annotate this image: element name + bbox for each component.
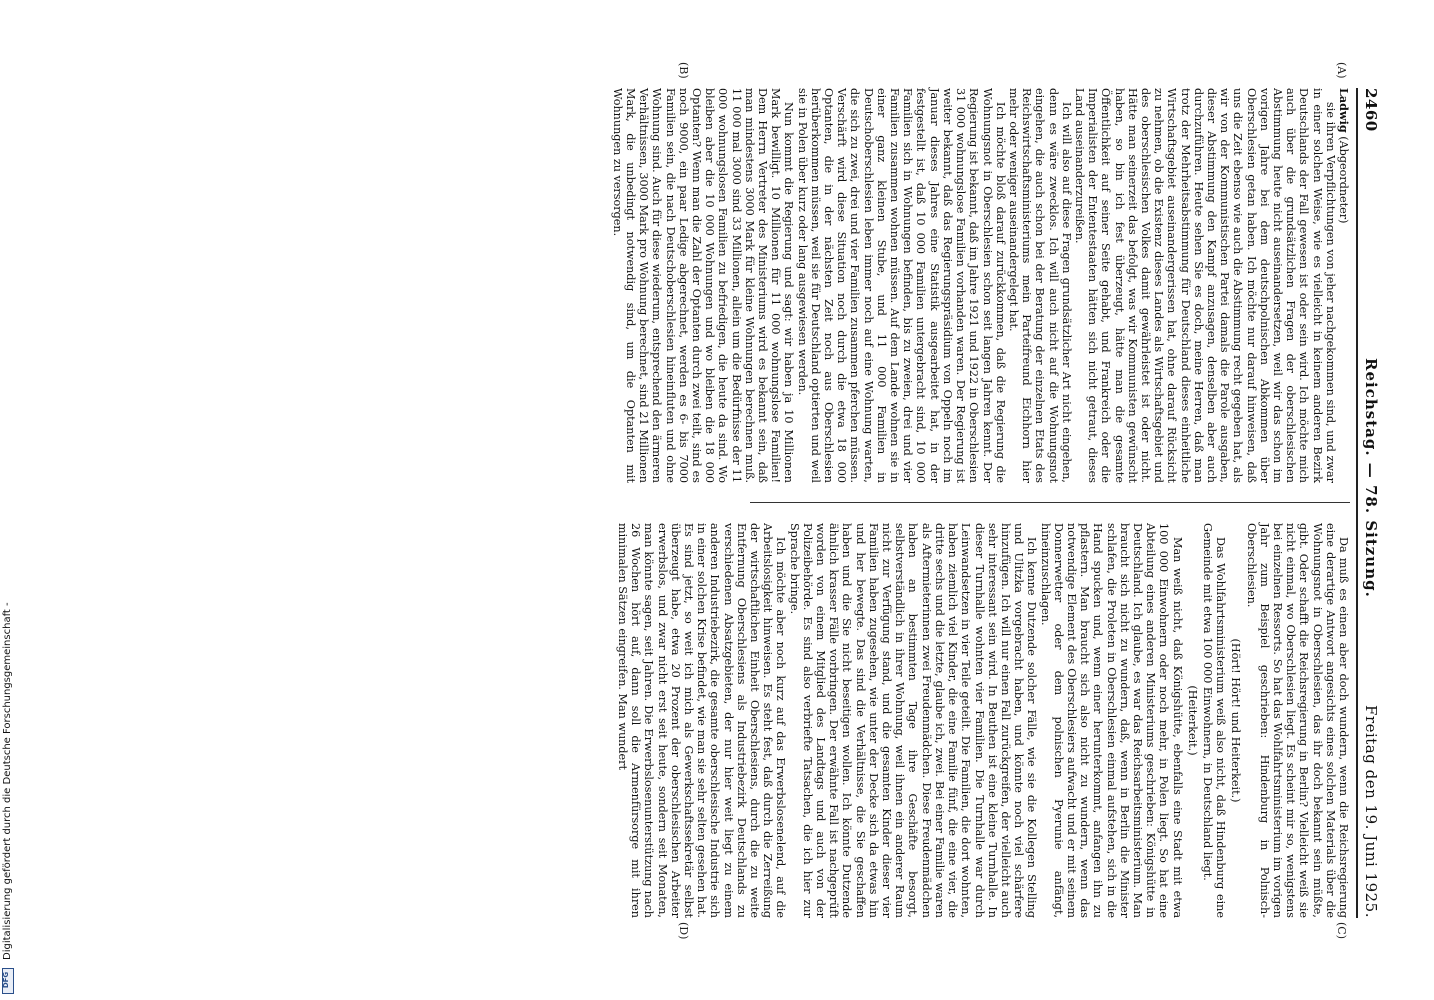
- right-paragraph-1: Da muß es einen aber doch wundern, wenn die Reichsregierung eine derartige Antwort angesichts eines solchen Materials über die Wohnungsnot in Oberschlesien, das ihr doch bekannt sein müßte, gibt. Oder schafft die Reichsregierung in Berlin? Vielleicht weiß sie nicht einmal, wo Oberschlesien liegt. Es scheint mir so, wenigstens bei einzelnen Ressorts. So hat das Wohlfahrtsministerium im vorigen Jahr zum Beispiel geschrieben: Hindenburg in Polnisch-Oberschlesien.: [1244, 523, 1350, 918]
- margin-mark-d: (D): [677, 922, 690, 940]
- gutter: [0, 0, 16, 1000]
- dfg-logo-text: DFG: [2, 971, 11, 989]
- header-rule: [1356, 88, 1358, 918]
- funding-note: Digitalisierung gefördert durch die Deutsche Forschungsgemeinschaft -: [2, 602, 13, 960]
- page-date: Freitag den 19. Juni 1925.: [1362, 705, 1380, 918]
- margin-mark-b: (B): [677, 62, 690, 79]
- left-column: [90, 88, 1350, 483]
- speaker-role: (Abgeordneter): [1337, 136, 1350, 224]
- left-paragraph-4: Nun kommt die Regierung und sagt: wir haben ja 10 Millionen Mark bewilligt. 10 Millionen für 11 000 wohnungslose Familien! Dem Herrn Vertreter des Ministeriums wird es bekannt sein, daß man mindestens 3000 Mark für kleine Wohnungen berechnen muß. 11 000 mal 3000 sind 33 Millionen, allein um die Bedürfnisse der 11 000 wohnungslosen Familien zu befriedigen, die heute da sind. Wo bleiben aber die 10 000 Wohnungen und wo bleiben die 18 000 Optanten? Wenn man die Zahl der Optanten durch zwei teilt, sind es noch 9000, ein paar Ledige abgerechnet, werden es 6- bis 7000 Familien sein, die nach Deutschoberschlesien hineinfluten und ohne Wohnung sind. Auch für diese wiederum, entsprechend den ärmeren Verhältnissen, 3000 Mark pro Wohnung berechnet, sind 21 Millionen Mark, die unbedingt notwendig sind, um die Optanten mit Wohnungen zu versorgen.: [610, 88, 796, 483]
- interjection-2: (Heiterkeit.): [1185, 685, 1199, 756]
- left-paragraph-1: sie ihren Verpflichtungen von jeher nachgekommen sind, und zwar in einer solchen Weise, wie es vielleicht in keinem anderen Bezirk Deutschlands der Fall gewesen ist oder sein wird. Ich möchte mich auch über die grundsätzlichen Fragen der oberschlesischen Abstimmung heute nicht auseinandersetzen, weil wir das schon im vorigen Jahre bei dem deutschpolnischen Abkommen über Oberschlesien getan haben. Ich möchte nur darauf hinweisen, daß uns die Zeit ebenso wie auch die Abstimmung recht gegeben hat, als wir von der Kommunistischen Partei damals die Parole ausgaben, dieser Abstimmung den Kampf anzusagen, denselben aber auch durchzuführen. Heute sehen Sie es doch, meine Herren, daß man trotz der Mehrheitsabstimmung für Deutschland dieses einheitliche Wirtschaftsgebiet auseinandergerissen hat, ohne darauf Rücksicht zu nehmen, ob die Existenz dieses Landes als Wirtschaftsgebiet und des oberschlesischen Volkes damit gewährleistet ist oder nicht. Hätte man seinerzeit das befolgt, was wir Kommunisten gewünscht haben, so bin ich fest überzeugt, hätte man die gesamte Öffentlichkeit auf seiner Seite gehabt, und Frankreich oder die Imperialisten der Ententestaaten hätten sich nicht getraut, dieses Land auseinanderzureißen.: [1072, 88, 1337, 483]
- right-paragraph-3: Man weiß nicht, daß Königshütte, ebenfalls eine Stadt mit etwa 100 000 Einwohnern oder noch mehr, in Polen liegt. So hat eine Abteilung eines anderen Ministeriums geschrieben: Königshütte in Deutschland. Ich glaube, es war das Reichsarbeitsministerium. Man braucht sich nicht zu wundern, daß, wenn in Berlin die Minister schlafen, die Proleten in Oberschlesien einmal aufstehen, sich in die Hand spucken und, wenn einer herunterkommt, anfangen ihn zu pflastern. Man braucht sich also nicht zu wundern, wenn das notwendige Element des Oberschlesiers aufwacht und er mit seinem Donnerwetter oder dem polnischen Pyerunie anfängt, hineinzuschlagen.: [1038, 523, 1184, 918]
- column-divider: [750, 502, 1350, 503]
- dfg-logo: [2, 968, 14, 994]
- left-paragraph-3: Ich möchte bloß darauf zurückkommen, daß die Regierung die Wohnungsnot in Oberschlesien schon seit langen Jahren kennt. Der Regierung ist bekannt, daß im Jahre 1921 und 1922 in Oberschlesien 31 000 wohnungslose Familien vorhanden waren. Der Regierung ist weiter bekannt, daß das Regierungspräsidium von Oppeln noch im Januar dieses Jahres eine Statistik ausgearbeitet hat, in der festgestellt ist, daß 10 000 Familien untergebracht sind, 10 000 Familien sich in Wohnungen befinden, bis zu zweien, drei und vier Familien zusammen wohnen müssen. Auf dem Lande wohnen sie in einer ganz kleinen Stube, und 11 000 Familien in Deutschoberschlesien leben immer noch auf eine Wohnung warten, die sich zu zwei, drei und vier Familien zusammen pferchen müssen. Verschärft wird diese Situation noch durch die etwa 18 000 Optanten, die in der nächsten Zeit noch aus Oberschlesien herüberkommen müssen, weil sie für Deutschland optierten und weil sie in Polen über kurz oder lang ausgewiesen werden.: [795, 88, 1007, 483]
- right-paragraph-4: Ich kenne Dutzende solcher Fälle, wie sie die Kollegen Stelling und Ulitzka vorgebracht haben, und könnte noch viel schärfere hinzufügen. Ich will nur einen Fall zurückgreifen, der vielleicht auch sehr interessant sein wird. In Beuthen ist eine kleine Turnhalle. In dieser Turnhalle wohnten vier Familien. Die Turnhalle war durch Leinwandsetzen in vier Teile geteilt. Die Familien, die dort wohnten, haben ziemlich viel Kinder, die eine Familie fünf, die eine vier, die dritte sechs und die letzte, glaube ich, zwei. Bei einer Familie waren als Aftermieterinnen zwei Freudenmädchen. Diese Freudenmädchen haben an bestimmten Tage ihre Geschäfte besorgt, selbstverständlich in ihrer Wohnung, weil ihnen ein anderer Raum nicht zur Verfügung stand, und die gesamten Kinder dieser vier Familien haben zugesehen, wie unter der Decke sich da etwas hin und her bewegte. Das sind die Verhältnisse, die Sie geschaffen haben und die Sie nicht beseitigen wollen. Ich könnte Dutzende ähnlich krasser Fälle vorbringen. Der erwähnte Fall ist nachgeprüft worden von einem Mitglied des Landtags und auch von der Polizeibehörde. Es sind also verbriefte Tatsachen, die ich hier zur Sprache bringe.: [787, 523, 1039, 918]
- margin-mark-c: (C): [1335, 922, 1348, 939]
- speaker-line: [1337, 88, 1350, 483]
- right-column: [90, 523, 1350, 918]
- right-paragraph-2: Das Wohlfahrtsministerium weiß also nicht, daß Hindenburg eine Gemeinde mit etwa 100 000 Einwohnern, in Deutschland liegt.: [1200, 523, 1228, 918]
- margin-mark-a: (A): [1335, 62, 1348, 79]
- left-paragraph-2: Ich will also auf diese Fragen grundsätzlicher Art nicht eingehen, denn es wäre zwecklos. Ich will auch nicht auf die Wohnungsnot eingehen, die auch schon bei der Beratung der einzelnen Etats des Reichswirtschaftsministeriums mein Parteifreund Eichhorn hier mehr oder weniger auseinandergelegt hat.: [1006, 88, 1073, 483]
- page-title: Reichstag. — 78. Sitzung.: [1362, 358, 1380, 598]
- right-paragraph-5: Ich möchte aber noch kurz auf das Erwerbslosenelend, auf die Arbeitslosigkeit hinweisen. Es steht fest, daß durch die Zerreißung der wirtschaftlichen Einheit Oberschlesiens, durch die zu weite Entfernung Oberschlesiens als Industriebezirk Deutschlands zu verschiedenen Absatzgebieten, der nur hier weit liegt zu einem anderen Industriebezirk, die gesamte oberschlesische Industrie sich in einer solchen Krise befindet, wie man sie sehr selten gesehen hat. Es sind jetzt, so weit ich mich als Gewerkschaftssekretär selbst überzeugt habe, etwa 20 Prozent der oberschlesischen Arbeiter erwerbslos, und zwar nicht erst seit heute, sondern seit Monaten, man könnte sagen, seit Jahren. Die Erwerbslosenunterstützung nach 26 Wochen hört auf, dann soll die Armenfürsorge mit ihren minimalen Sätzen eingreifen. Man wundert: [616, 523, 788, 918]
- speaker-name: Ladwig: [1337, 88, 1351, 133]
- scanned-page: [90, 62, 1380, 940]
- page-header: [1358, 88, 1380, 918]
- page-number: 2460: [1362, 88, 1380, 132]
- interjection-1: (Hört! Hört! und Heiterkeit.): [1229, 638, 1243, 803]
